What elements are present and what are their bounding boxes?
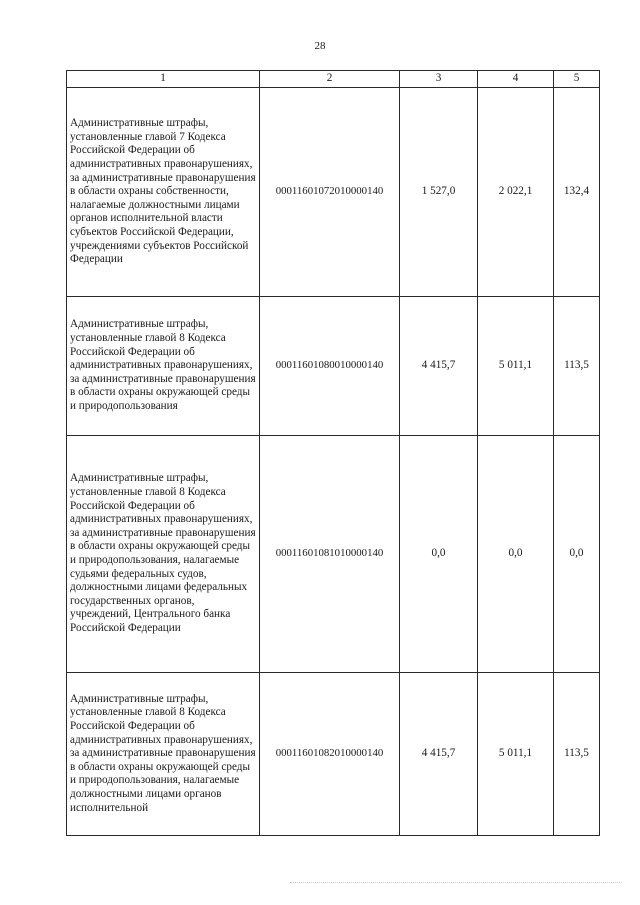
row-value-col4: 5 011,1	[478, 673, 554, 836]
table-row	[67, 88, 600, 297]
row-value-col5: 113,5	[554, 297, 600, 436]
column-header-1: 1	[67, 71, 260, 88]
table-row	[67, 297, 600, 436]
row-description: Административные штрафы, установленные главой 8 Кодекса Российской Федерации об административных правонарушениях, за административные правонарушения в области охраны окружающей среды и природопользования	[67, 297, 260, 436]
row-description: Административные штрафы, установленные главой 7 Кодекса Российской Федерации об административных правонарушениях, за административные правонарушения в области охраны собственности, налагаемые должностными лицами органов исполнительной власти субъектов Российской Федерации, учреждениями субъектов Российской Федерации	[67, 88, 260, 297]
row-code: 00011601080010000140	[260, 297, 400, 436]
row-code: 00011601081010000140	[260, 436, 400, 673]
row-value-col3: 0,0	[400, 436, 478, 673]
table-row	[67, 673, 600, 836]
row-description: Административные штрафы, установленные главой 8 Кодекса Российской Федерации об административных правонарушениях, за административные правонарушения в области охраны окружающей среды и природопользования, налагаемые должностными лицами органов исполнительной	[67, 673, 260, 836]
row-value-col3: 4 415,7	[400, 673, 478, 836]
row-value-col5: 113,5	[554, 673, 600, 836]
row-value-col3: 4 415,7	[400, 297, 478, 436]
row-value-col4: 0,0	[478, 436, 554, 673]
column-header-5: 5	[554, 71, 600, 88]
row-value-col5: 0,0	[554, 436, 600, 673]
row-value-col3: 1 527,0	[400, 88, 478, 297]
column-header-3: 3	[400, 71, 478, 88]
table-row	[67, 436, 600, 673]
row-value-col5: 132,4	[554, 88, 600, 297]
scan-artifact-line	[290, 882, 620, 885]
row-value-col4: 5 011,1	[478, 297, 554, 436]
row-code: 00011601082010000140	[260, 673, 400, 836]
table-header-row	[67, 71, 600, 88]
column-header-2: 2	[260, 71, 400, 88]
column-header-4: 4	[478, 71, 554, 88]
budget-table	[66, 70, 600, 836]
page-number: 28	[314, 40, 326, 52]
row-value-col4: 2 022,1	[478, 88, 554, 297]
row-code: 00011601072010000140	[260, 88, 400, 297]
row-description: Административные штрафы, установленные главой 8 Кодекса Российской Федерации об административных правонарушениях, за административные правонарушения в области охраны окружающей среды и природопользования, налагаемые судьями федеральных судов, должностными лицами федеральных государственных органов, учреждений, Центрального банка Российской Федерации	[67, 436, 260, 673]
